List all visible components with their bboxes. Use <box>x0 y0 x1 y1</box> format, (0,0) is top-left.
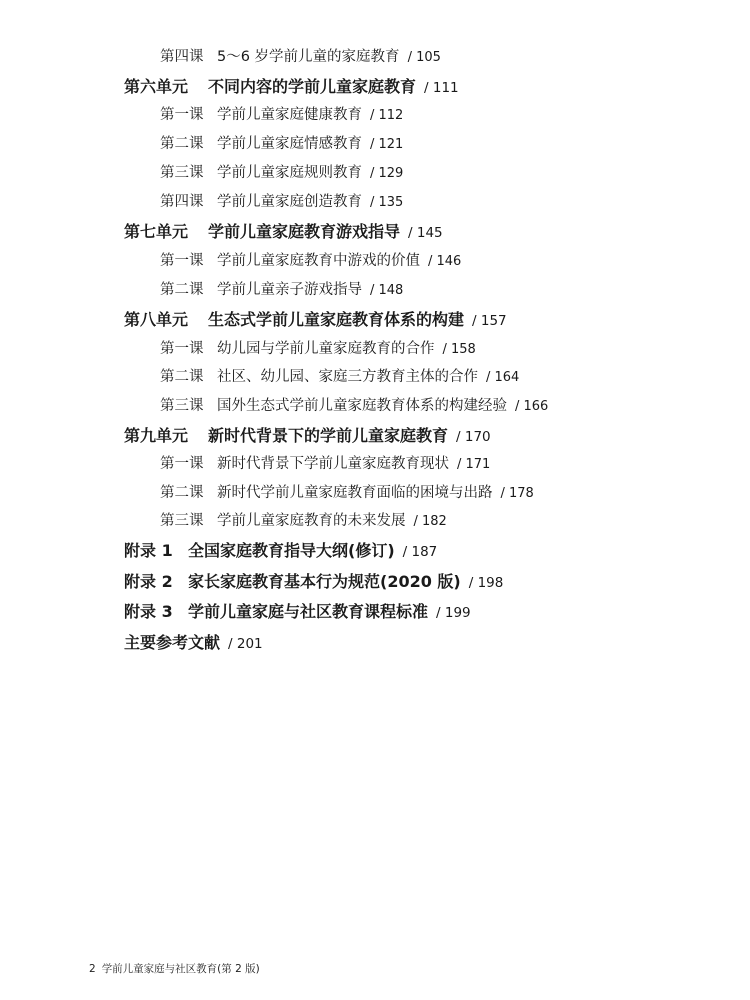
entry-title: 新时代背景下学前儿童家庭教育现状 <box>217 456 449 472</box>
entry-title: 社区、幼儿园、家庭三方教育主体的合作 <box>217 369 478 385</box>
lesson-number: 第二课 <box>160 369 204 385</box>
toc-entry-lesson <box>160 137 403 152</box>
toc-entry-lesson <box>160 457 490 472</box>
lesson-number: 第四课 <box>160 194 204 210</box>
entry-title: 学前儿童家庭教育中游戏的价值 <box>217 253 420 269</box>
page-number: / 105 <box>407 50 441 65</box>
entry-title: 5～6 岁学前儿童的家庭教育 <box>217 49 400 65</box>
toc-entry-lesson <box>160 50 441 65</box>
page-number: / 158 <box>442 342 476 357</box>
toc-entry-unit <box>124 224 443 241</box>
page-number: / 146 <box>428 254 462 269</box>
unit-number: 第八单元 <box>124 310 189 329</box>
lesson-number: 第一课 <box>160 341 204 357</box>
page-number: / 198 <box>468 575 504 591</box>
entry-title: 家长家庭教育基本行为规范(2020 版) <box>188 572 461 591</box>
toc-entry-appendix <box>124 604 471 621</box>
toc-entry-lesson <box>160 166 403 181</box>
lesson-number: 第二课 <box>160 485 204 501</box>
page-number: / 111 <box>424 80 459 96</box>
page-number: / 201 <box>228 636 263 652</box>
page-number: / 135 <box>370 195 404 210</box>
entry-title: 学前儿童家庭教育游戏指导 <box>208 222 401 241</box>
entry-title: 新时代背景下的学前儿童家庭教育 <box>208 426 449 445</box>
toc-entry-lesson <box>160 514 447 529</box>
toc-entry-lesson <box>160 283 403 298</box>
lesson-number: 第三课 <box>160 513 204 529</box>
entry-title: 新时代学前儿童家庭教育面临的困境与出路 <box>217 485 493 501</box>
page-number: / 148 <box>370 283 404 298</box>
unit-number: 第九单元 <box>124 426 189 445</box>
appendix-number: 附录 3 <box>124 602 173 621</box>
page-number: / 121 <box>370 137 404 152</box>
toc-entry-lesson <box>160 108 403 123</box>
toc-entry-lesson <box>160 370 519 385</box>
entry-title: 幼儿园与学前儿童家庭教育的合作 <box>217 341 435 357</box>
lesson-number: 第二课 <box>160 136 204 152</box>
entry-title: 学前儿童家庭创造教育 <box>217 194 362 210</box>
page-footer <box>89 961 260 976</box>
lesson-number: 第三课 <box>160 165 204 181</box>
entry-title: 学前儿童家庭情感教育 <box>217 136 362 152</box>
lesson-number: 第一课 <box>160 107 204 123</box>
appendix-number: 附录 1 <box>124 541 173 560</box>
toc-entry-references <box>124 635 263 652</box>
page-number: / 157 <box>472 313 507 329</box>
page-number: / 166 <box>515 399 549 414</box>
toc-entry-appendix <box>124 543 437 560</box>
toc-entry-unit <box>124 312 507 329</box>
entry-title: 学前儿童家庭健康教育 <box>217 107 362 123</box>
toc-entry-lesson <box>160 399 548 414</box>
toc-entry-lesson <box>160 486 534 501</box>
page-number: / 178 <box>500 486 534 501</box>
appendix-number: 附录 2 <box>124 572 173 591</box>
page-number: / 145 <box>408 225 443 241</box>
entry-title: 主要参考文献 <box>124 633 221 652</box>
lesson-number: 第二课 <box>160 282 204 298</box>
entry-title: 全国家庭教育指导大纲(修订) <box>188 541 395 560</box>
page-number: / 164 <box>486 370 520 385</box>
toc-entry-unit <box>124 79 459 96</box>
lesson-number: 第一课 <box>160 456 204 472</box>
entry-title: 学前儿童亲子游戏指导 <box>217 282 362 298</box>
folio-number: 2 <box>89 963 96 975</box>
page-number: / 170 <box>456 429 491 445</box>
unit-number: 第七单元 <box>124 222 189 241</box>
page-number: / 129 <box>370 166 404 181</box>
entry-title: 国外生态式学前儿童家庭教育体系的构建经验 <box>217 398 507 414</box>
lesson-number: 第一课 <box>160 253 204 269</box>
lesson-number: 第三课 <box>160 398 204 414</box>
entry-title: 学前儿童家庭与社区教育课程标准 <box>188 602 429 621</box>
running-title: 学前儿童家庭与社区教育(第 2 版) <box>101 963 260 975</box>
page-number: / 199 <box>436 605 471 621</box>
toc-entry-unit <box>124 428 491 445</box>
page-number: / 187 <box>402 544 438 560</box>
toc-entry-appendix <box>124 574 503 591</box>
entry-title: 生态式学前儿童家庭教育体系的构建 <box>208 310 465 329</box>
toc-entry-lesson <box>160 342 476 357</box>
entry-title: 学前儿童家庭规则教育 <box>217 165 362 181</box>
page-number: / 112 <box>370 108 404 123</box>
toc-entry-lesson <box>160 254 461 269</box>
entry-title: 学前儿童家庭教育的未来发展 <box>217 513 406 529</box>
entry-title: 不同内容的学前儿童家庭教育 <box>208 77 417 96</box>
unit-number: 第六单元 <box>124 77 189 96</box>
lesson-number: 第四课 <box>160 49 204 65</box>
toc-entry-lesson <box>160 195 403 210</box>
page-number: / 182 <box>413 514 447 529</box>
page-number: / 171 <box>457 457 491 472</box>
